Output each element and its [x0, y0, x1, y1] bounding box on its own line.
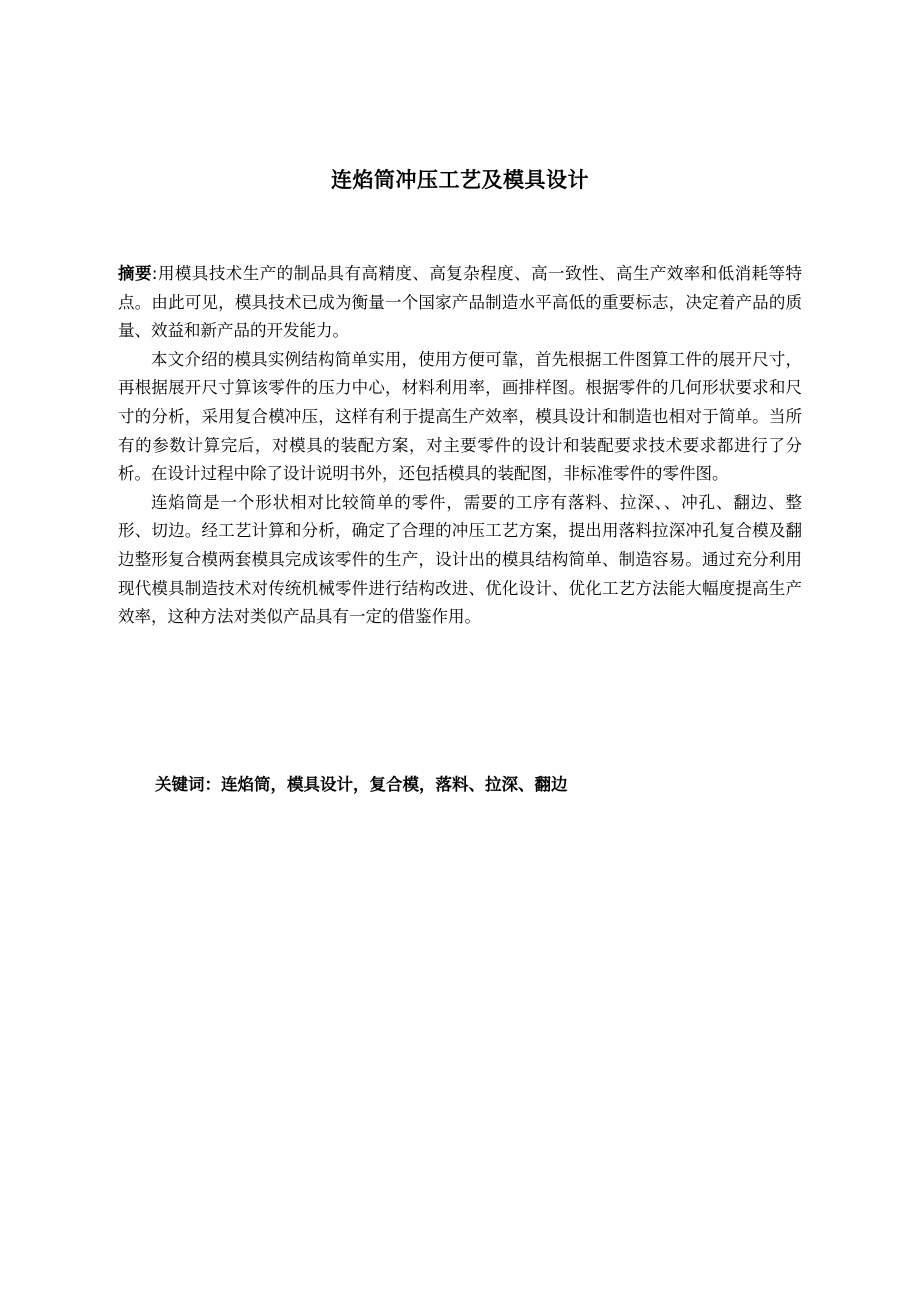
abstract-label-separator: : — [151, 264, 158, 283]
keywords-line: 关键词：连焰筒，模具设计，复合模，落料、拉深、翻边 — [155, 775, 568, 794]
abstract-label: 摘要 — [118, 264, 152, 283]
abstract-paragraph-1-text: 用模具技术生产的制品具有高精度、高复杂程度、高一致性、高生产效率和低消耗等特点。由此可见，模具技术已成为衡量一个国家产品制造水平高低的重要标志，决定着产品的质量、效益和新产品的开发能力。 — [118, 264, 802, 341]
abstract-paragraph-1 — [118, 260, 802, 346]
abstract-paragraph-2: 本文介绍的模具实例结构简单实用，使用方便可靠，首先根据工件图算工件的展开尺寸，再根据展开尺寸算该零件的压力中心，材料利用率，画排样图。根据零件的几何形状要求和尺寸的分析，采用复合模冲压，这样有利于提高生产效率，模具设计和制造也相对于简单。当所有的参数计算完后，对模具的装配方案，对主要零件的设计和装配要求技术要求都进行了分析。在设计过程中除了设计说明书外，还包括模具的装配图，非标准零件的零件图。 — [118, 349, 802, 484]
abstract-section — [118, 260, 802, 632]
abstract-paragraph-3: 连焰筒是一个形状相对比较简单的零件，需要的工序有落料、拉深、、冲孔、翻边、整形、切边。经工艺计算和分析，确定了合理的冲压工艺方案，提出用落料拉深冲孔复合模及翻边整形复合模两套模具完成该零件的生产，设计出的模具结构简单、制造容易。通过充分利用现代模具制造技术对传统机械零件进行结构改进、优化设计、优化工艺方法能大幅度提高生产效率，这种方法对类似产品具有一定的借鉴作用。 — [118, 492, 802, 627]
document-title: 连焰筒冲压工艺及模具设计 — [331, 168, 589, 192]
